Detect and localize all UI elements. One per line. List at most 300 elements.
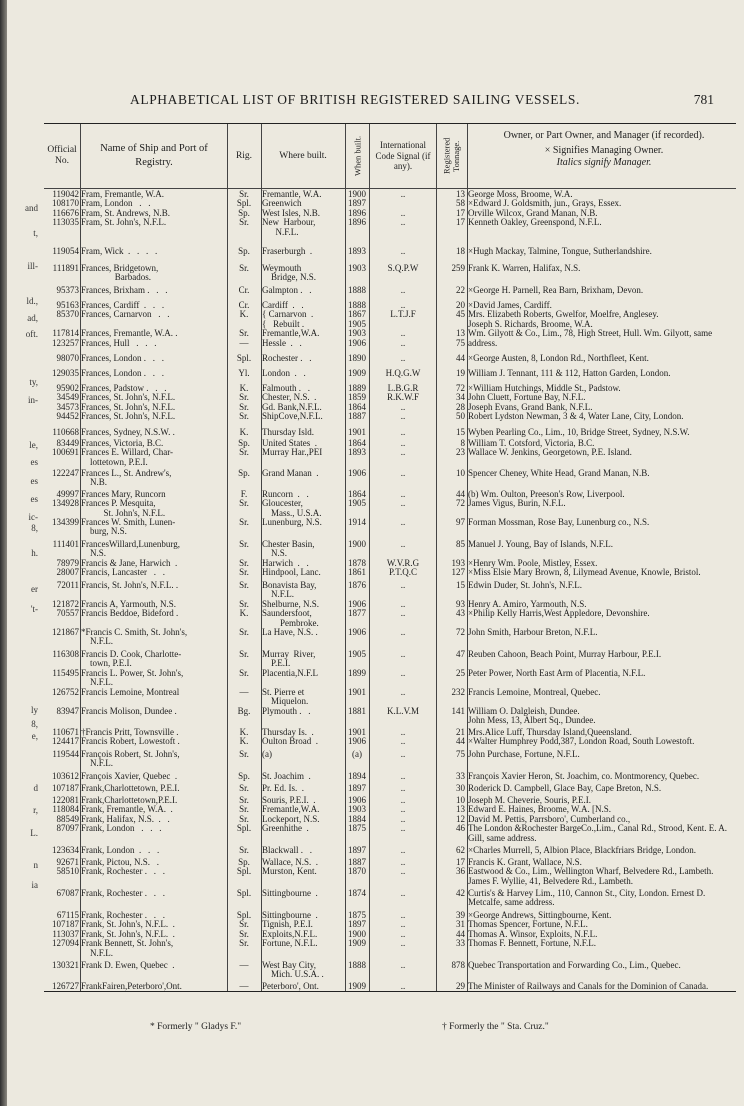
owner-cell: Reuben Cahoon, Beach Point, Murray Harbour, P.E.I. <box>468 650 662 659</box>
year-built-cell: 1864 1905 <box>348 490 366 509</box>
tonnage-cell: 232 <box>451 688 465 697</box>
ship-name-cell: Frances L., St. Andrew's, N.B. <box>81 469 172 488</box>
code-signal-cell: .. <box>400 784 406 793</box>
margin-fragment: d <box>33 783 38 793</box>
margin-fragment: r, <box>33 805 38 815</box>
table-row <box>44 772 736 781</box>
owner-cell: Manuel J. Young, Bay of Islands, N.F.L. <box>468 540 614 549</box>
code-signal-cell: .. .. <box>400 490 406 509</box>
table-row <box>44 469 736 488</box>
official-number-cell: 129035 <box>52 369 79 378</box>
tonnage-cell: 72 <box>456 628 465 637</box>
rig-cell: Sp. <box>238 772 250 781</box>
header-code-signal: International Code Signal (if any). <box>375 140 431 172</box>
code-signal-cell: .. .. <box>400 858 406 877</box>
ship-name-cell: Frank D. Ewen, Quebec . <box>81 961 175 970</box>
where-built-cell: Fraserburgh . <box>262 247 313 256</box>
ship-name-cell: Frances, Padstow . . . Frances, St. John's, N.F.L. Frances, St. John's, N.F.L. Frances, St. John's, N.F.L. <box>81 384 176 422</box>
rig-cell: Sp. <box>238 247 250 256</box>
rig-cell: — <box>239 688 249 697</box>
margin-fragment: 8, <box>31 523 38 533</box>
rig-cell: Sr. Spl. Sp. Sr. <box>236 190 252 228</box>
where-built-cell: St. Pierre et Miquelon. <box>262 688 309 707</box>
owner-cell: Quebec Transportation and Forwarding Co., Lim., Quebec. <box>468 961 681 970</box>
ship-name-cell: Francis Lemoine, Montreal <box>81 688 180 697</box>
ship-name-cell: Fram, Wick . . . . <box>81 247 158 256</box>
year-built-cell: 1893 <box>348 247 366 256</box>
owner-cell: Francis K. Grant, Wallace, N.S. Eastwood & Co., Lim., Wellington Wharf, Belvedere Rd., Lambeth. James F. Wyllie, 41, Belvedere Rd., Lambeth. <box>468 858 714 886</box>
code-signal-cell: .. <box>400 982 406 991</box>
where-built-cell: Sittingbourne . <box>262 889 318 898</box>
tonnage-cell: 44 <box>456 354 465 363</box>
tonnage-cell: 62 <box>456 846 465 855</box>
year-built-cell: 1906 1903 1884 1875 <box>348 796 366 834</box>
table-row <box>44 728 736 747</box>
rig-cell: Sr. <box>239 518 249 527</box>
code-signal-cell: .. <box>400 518 406 527</box>
where-built-cell: Peterboro', Ont. <box>262 982 319 991</box>
table-row <box>44 650 736 669</box>
ship-name-cell: Frances, Sydney, N.S.W. . <box>81 428 175 437</box>
rig-cell: — <box>239 961 249 970</box>
rig-cell: — <box>239 982 249 991</box>
rig-cell: Yl. <box>238 369 250 378</box>
margin-fragment: L. <box>30 828 38 838</box>
where-built-cell: Grand Manan . <box>262 469 319 478</box>
rig-cell: Sr. <box>239 784 249 793</box>
code-signal-cell: H.Q.G.W <box>385 369 421 378</box>
rig-cell: Sp. Sr. <box>238 439 250 458</box>
ship-name-cell: Francis Molison, Dundee . <box>81 707 177 716</box>
owner-cell: William J. Tennant, 111 & 112, Hatton Garden, London. <box>468 369 671 378</box>
table-body <box>44 190 736 991</box>
year-built-cell: 1900 1897 1896 1896 <box>348 190 366 228</box>
tonnage-cell: 259 <box>451 264 465 273</box>
margin-fragment: e, <box>31 731 38 741</box>
owner-cell: John Purchase, Fortune, N.F.L. <box>468 750 580 759</box>
owner-cell: Joseph M. Cheverie, Souris, P.E.I. Edward E. Haines, Broome, W.A. [N.S. David M. Pettis, Parrsboro', Cumberland co., The London &Rochester BargeCo.,Lim., Canal Rd., Strood, Kent. E. A. Gill, same address. <box>468 796 728 843</box>
owner-cell: ×David James, Cardiff. Mrs. Elizabeth Roberts, Gwelfor, Moelfre, Anglesey. Joseph S. Richards, Broome, W.A. Wm. Gilyott & Co., Lim., 78, High Street, Hull. Wm. Gilyott, same address. <box>468 301 713 348</box>
owner-cell: ×George H. Parnell, Rea Barn, Brixham, Devon. <box>468 286 644 295</box>
tonnage-cell: 85 <box>456 540 465 549</box>
margin-fragment: ia <box>31 880 38 890</box>
code-signal-cell: .. .. <box>400 728 406 747</box>
rig-cell: Sr. <box>239 846 249 855</box>
where-built-cell: Pr. Ed. Is. . <box>262 784 305 793</box>
official-number-cell: 119042 108170 116676 113035 <box>52 190 79 228</box>
table-row <box>44 354 736 363</box>
rig-cell: Sp. Spl. <box>236 858 252 877</box>
rig-cell: Sr. <box>239 264 249 273</box>
footnote-formerly-sta-cruz: † Formerly the " Sta. Cruz." <box>442 1022 549 1032</box>
code-signal-cell: .. <box>400 540 406 549</box>
ship-name-cell: FrancesWillard,Lunenburg, N.S. <box>81 540 180 559</box>
tonnage-cell: 29 <box>456 982 465 991</box>
owner-cell: ×George Austen, 8, London Rd., Northfleet, Kent. <box>468 354 649 363</box>
tonnage-cell: 39 31 44 33 <box>456 911 465 949</box>
code-signal-cell: .. .. <box>400 600 406 619</box>
year-built-cell: 1906 <box>348 469 366 478</box>
owner-cell: Henry A. Amiro, Yarmouth, N.S. ×Philip Kelly Harris,West Appledore, Devonshire. <box>468 600 650 619</box>
where-built-cell: Plymouth . . <box>262 707 311 716</box>
rig-cell: Cr. <box>238 286 250 295</box>
header-rig: Rig. <box>235 150 253 161</box>
official-number-cell: 67115 107187 113037 127094 <box>52 911 79 949</box>
year-built-cell: 1901 1906 <box>348 728 366 747</box>
year-built-cell: 1906 1877 <box>348 600 366 619</box>
tonnage-cell: 97 <box>456 518 465 527</box>
official-number-cell: 49997 134928 <box>52 490 79 509</box>
margin-fragment: es <box>30 494 38 504</box>
tonnage-cell: 141 <box>451 707 465 716</box>
year-built-cell: 1901 <box>348 688 366 697</box>
margin-fragment: 't- <box>30 604 38 614</box>
ship-name-cell: Frances, Brixham . . . <box>81 286 168 295</box>
table-row <box>44 796 736 843</box>
page-title: ALPHABETICAL LIST OF BRITISH REGISTERED SAILING VESSELS. <box>130 92 580 107</box>
ship-name-cell: Frank, Pictou, N.S. . Frank, Rochester . . . <box>81 858 165 877</box>
owner-cell: François Xavier Heron, St. Joachim, co. Montmorency, Quebec. <box>468 772 700 781</box>
code-signal-cell: .. .. <box>400 439 406 458</box>
table-row <box>44 286 736 295</box>
ship-name-cell: François Xavier, Quebec . <box>81 772 178 781</box>
where-built-cell: Lunenburg, N.S. <box>262 518 322 527</box>
official-number-cell: 119054 <box>52 247 79 256</box>
owner-cell: Mrs.Alice Luff, Thursday Island,Queensland. ×Walter Humphrey Podd,387, London Road, South Lowestoft. <box>468 728 695 747</box>
official-number-cell: 134399 <box>52 518 79 527</box>
rig-cell: Sr. <box>239 650 249 659</box>
tonnage-cell: 47 <box>456 650 465 659</box>
owner-cell: Curtis's & Harvey Lim., 110, Cannon St., City, London. Ernest D. Metcalfe, same address. <box>468 889 706 908</box>
tonnage-cell: 93 43 <box>456 600 465 619</box>
ship-name-cell: Frank, Rochester . . . Frank, St. John's, N.F.L. . Frank, St. John's, N.F.L. . Frank Bennett, St. John's, N.F.L. <box>81 911 175 958</box>
margin-fragment: ly <box>30 705 38 715</box>
tonnage-cell: 19 <box>456 369 465 378</box>
owner-cell: ×Hugh Mackay, Talmine, Tongue, Sutherlandshire. <box>468 247 652 256</box>
header-when-built: When built. <box>352 135 363 177</box>
ship-name-cell: Frances, London . . . <box>81 354 164 363</box>
tonnage-cell: 10 <box>456 469 465 478</box>
year-built-cell: 1875 1897 1900 1909 <box>348 911 366 949</box>
official-number-cell: 122081 118084 88549 87097 <box>52 796 79 834</box>
owner-cell: ×William Hutchings, Middle St., Padstow. John Cluett, Fortune Bay, N.F.L. Joseph Evans, Grand Bank, N.F.L. Robert Lydston Newman, 3 & 4, Water Lane, City, London. <box>468 384 684 422</box>
official-number-cell: 126752 <box>52 688 79 697</box>
code-signal-cell: .. <box>400 889 406 898</box>
margin-fragment: and <box>25 203 38 213</box>
rig-cell: Sr. <box>239 628 249 637</box>
margin-fragment: n <box>33 860 38 870</box>
tonnage-cell: 878 <box>451 961 465 970</box>
ship-name-cell: Frances, London . . . <box>81 369 164 378</box>
rig-cell: Sr. <box>239 540 249 549</box>
rig-cell: Sp. <box>238 469 250 478</box>
year-built-cell: 1897 <box>348 784 366 793</box>
ship-name-cell: FrankFairen,Peterboro',Ont. <box>81 982 182 991</box>
code-signal-cell: W.V.R.G P.T.Q.C <box>386 559 420 578</box>
owner-cell: George Moss, Broome, W.A. ×Edward J. Goldsmith, jun., Grays, Essex. Orville Wilcox, Grand Manan, N.B. Kenneth Oakley, Greenspond, N.F.L. <box>468 190 622 228</box>
rig-cell: K. K. <box>239 728 249 747</box>
ship-name-cell: †Francis Pritt, Townsville . Francis Robert, Lowestoft . <box>81 728 180 747</box>
year-built-cell: 1900 <box>348 540 366 549</box>
margin-fragment: oft. <box>25 329 38 339</box>
rig-cell: Sr. Sr. Sr. Spl. <box>236 796 252 834</box>
where-built-cell: St. Joachim . <box>262 772 311 781</box>
official-number-cell: 110668 <box>52 428 79 437</box>
owner-cell: ×Charles Murrell, 5, Albion Place, Blackfriars Bridge, London. <box>468 846 697 855</box>
rig-cell: Spl. <box>236 354 252 363</box>
table-row <box>44 889 736 908</box>
page-number: 781 <box>693 92 714 107</box>
owner-cell: (b) Wm. Oulton, Preeson's Row, Liverpool. James Vigus, Burin, N.F.L. <box>468 490 625 509</box>
where-built-cell: Runcorn . . Gloucester, Mass., U.S.A. <box>262 490 322 518</box>
official-number-cell: 121872 70557 <box>52 600 79 619</box>
code-signal-cell: .. <box>400 688 406 697</box>
owner-cell: Forman Mossman, Rose Bay, Lunenburg co., N.S. <box>468 518 650 527</box>
table-row <box>44 190 736 237</box>
table-row <box>44 707 736 726</box>
code-signal-cell: S.Q.P.W <box>387 264 419 273</box>
official-number-cell: 98070 <box>56 354 79 363</box>
tonnage-cell: 193 127 <box>451 559 465 578</box>
table-row <box>44 301 736 348</box>
ship-name-cell: Frances Mary, Runcorn Frances P. Mesquita, St. John's, N.F.L. <box>81 490 166 518</box>
table-row <box>44 439 736 467</box>
official-number-cell: 67087 <box>56 889 79 898</box>
ship-name-cell: Frances, Victoria, B.C. Frances E. Willard, Char- lottetown, P.E.I. <box>81 439 174 467</box>
table-row <box>44 669 736 688</box>
rig-cell: Spl. <box>236 889 252 898</box>
table-row <box>44 559 736 578</box>
code-signal-cell: .. .. .. .. <box>400 796 406 834</box>
header-owner-managing: × Signifies Managing Owner. <box>544 145 664 156</box>
owner-cell: Wyben Pearling Co., Lim., 10, Bridge Street, Sydney, N.S.W. <box>468 428 690 437</box>
header-owner-manager: Italics signify Manager. <box>556 157 652 168</box>
year-built-cell: 1899 <box>348 669 366 678</box>
where-built-cell: (a) <box>262 750 272 759</box>
official-number-cell: 122247 <box>52 469 79 478</box>
where-built-cell: United States . Murray Har.,PEI <box>262 439 323 458</box>
tonnage-cell: 30 <box>456 784 465 793</box>
table-row <box>44 750 736 769</box>
rig-cell: Sr. Sr. <box>239 559 249 578</box>
tonnage-cell: 33 <box>456 772 465 781</box>
table-row <box>44 911 736 958</box>
ship-name-cell: Frank,Charlottetown, P.E.I. <box>81 784 180 793</box>
rig-cell: Sr. <box>239 669 249 678</box>
header-rule <box>44 188 736 189</box>
year-built-cell: 1914 <box>348 518 366 527</box>
ship-name-cell: Frank, Rochester . . . <box>81 889 165 898</box>
official-number-cell: 103612 <box>52 772 79 781</box>
year-built-cell: 1876 <box>348 581 366 590</box>
tonnage-cell: 75 <box>456 750 465 759</box>
code-signal-cell: .. .. .. .. <box>400 911 406 949</box>
owner-cell: ×Henry Wm. Poole, Mistley, Essex. ×Miss Elsie Mary Brown, 8, Lilymead Avenue, Knowle, Bristol. <box>468 559 701 578</box>
margin-fragment: t, <box>33 228 38 238</box>
year-built-cell: 1903 <box>348 264 366 273</box>
official-number-cell: 78979 28007 <box>56 559 79 578</box>
year-built-cell: 1901 <box>348 428 366 437</box>
where-built-cell: Shelburne, N.S. Saundersfoot, Pembroke. <box>262 600 319 628</box>
where-built-cell: Fremantle, W.A. Greenwich West Isles, N.B. New Harbour, N.F.L. <box>262 190 322 237</box>
year-built-cell: 1890 <box>348 354 366 363</box>
rig-cell: Sr. <box>239 750 249 759</box>
vessel-register-table <box>44 123 736 992</box>
table-row <box>44 428 736 437</box>
table-row <box>44 600 736 628</box>
page-header <box>110 92 714 108</box>
header-official-no: Official No. <box>47 145 77 166</box>
official-number-cell: 121867 <box>52 628 79 637</box>
owner-cell: Spencer Cheney, White Head, Grand Manan, N.B. <box>468 469 650 478</box>
code-signal-cell: .. <box>400 628 406 637</box>
table-row <box>44 247 736 256</box>
code-signal-cell: .. .. .. <box>400 190 406 228</box>
owner-cell: ×George Andrews, Sittingbourne, Kent. Thomas Spencer, Fortune, N.F.L. Thomas A. Winsor, Exploits, N.F.L. Thomas F. Bennett, Fortune, N.F.L. <box>468 911 612 949</box>
official-number-cell: 119544 <box>52 750 79 759</box>
ship-name-cell: François Robert, St. John's, N.F.L. <box>81 750 180 769</box>
code-signal-cell: .. <box>400 650 406 659</box>
official-number-cell: 95373 <box>56 286 79 295</box>
ship-name-cell: Francis D. Cook, Charlotte- town, P.E.I. <box>81 650 182 669</box>
owner-cell: Peter Power, North East Arm of Placentia, N.F.L. <box>468 669 646 678</box>
where-built-cell: Galmpton . . <box>262 286 312 295</box>
rig-cell: F. Sr. <box>239 490 249 509</box>
header-ship-name: Name of Ship and Port of Registry. <box>100 143 208 168</box>
tonnage-cell: 72 34 28 50 <box>456 384 465 422</box>
official-number-cell: 130321 <box>52 961 79 970</box>
code-signal-cell: .. L.T.J.F .. .. <box>390 301 416 348</box>
owner-cell: Roderick D. Campbell, Glace Bay, Cape Breton, N.S. <box>468 784 662 793</box>
table-row <box>44 384 736 422</box>
year-built-cell: 1909 <box>348 369 366 378</box>
tonnage-cell: 15 <box>456 428 465 437</box>
year-built-cell: 1887 1870 <box>348 858 366 877</box>
rig-cell: K. Sr. Sr. Sr. <box>239 384 249 422</box>
margin-fragment: 8, <box>31 719 38 729</box>
tonnage-cell: 25 <box>456 669 465 678</box>
owner-cell: John Smith, Harbour Breton, N.F.L. <box>468 628 598 637</box>
table-row <box>44 961 736 980</box>
ship-name-cell: *Francis C. Smith, St. John's, N.F.L. <box>81 628 188 647</box>
tonnage-cell: 17 36 <box>456 858 465 877</box>
official-number-cell: 95902 34549 34573 94452 <box>56 384 79 422</box>
margin-fragment: es <box>30 457 38 467</box>
code-signal-cell: .. <box>400 428 406 437</box>
where-built-cell: London . . <box>262 369 306 378</box>
tonnage-cell: 18 <box>456 247 465 256</box>
header-tonnage: Registered Tonnage. <box>441 137 461 175</box>
owner-cell: Francis Lemoine, Montreal, Quebec. <box>468 688 601 697</box>
code-signal-cell: .. <box>400 354 406 363</box>
year-built-cell: 1906 <box>348 628 366 637</box>
year-built-cell: 1889 1859 1864 1887 <box>348 384 366 422</box>
owner-cell: Edwin Duder, St. John's, N.F.L. <box>468 581 583 590</box>
tonnage-cell: 20 45 13 75 <box>456 301 465 348</box>
table-row <box>44 846 736 855</box>
where-built-cell: Blackwall . . <box>262 846 312 855</box>
tonnage-cell: 10 13 12 46 <box>456 796 465 834</box>
owner-cell: William O. Dalgleish, Dundee. John Mess, 13, Albert Sq., Dundee. <box>468 707 596 726</box>
where-built-cell: La Have, N.S. . <box>262 628 318 637</box>
margin-fragment: le, <box>29 440 38 450</box>
where-built-cell: Chester Basin, N.S. <box>262 540 315 559</box>
table-row <box>44 858 736 886</box>
ship-name-cell: Frank,Charlottetown,P.E.I. Frank, Fremantle, W.A. . Frank, Halifax, N.S. . . Frank, London . . . <box>81 796 178 834</box>
year-built-cell: 1894 <box>348 772 366 781</box>
table-row <box>44 369 736 378</box>
code-signal-cell: K.L.V.M <box>386 707 420 716</box>
ship-name-cell: Francis, St. John's, N.F.L. . <box>81 581 179 590</box>
margin-fragment: es <box>30 476 38 486</box>
margin-fragment: ic- <box>28 512 38 522</box>
header-where-built: Where built. <box>279 150 327 161</box>
year-built-cell: 1888 <box>348 961 366 970</box>
code-signal-cell: .. <box>400 469 406 478</box>
margin-fragment: in- <box>28 395 38 405</box>
official-number-cell: 83449 100691 <box>52 439 79 458</box>
year-built-cell: 1888 1867 1905 1903 1906 <box>348 301 366 348</box>
tonnage-cell: 21 44 <box>456 728 465 747</box>
ship-name-cell: Frances, Cardiff . . . Frances, Carnarvon . . Frances, Fremantle, W.A. . Frances, Hull . . . <box>81 301 178 348</box>
table-row <box>44 581 736 600</box>
official-number-cell: 111891 <box>52 264 79 273</box>
table-row <box>44 784 736 793</box>
year-built-cell: 1909 <box>348 982 366 991</box>
rig-cell: Sr. <box>239 581 249 590</box>
year-built-cell: 1878 1861 <box>348 559 366 578</box>
ship-name-cell: Frances, Bridgetown, Barbados. <box>81 264 159 283</box>
tonnage-cell: 42 <box>456 889 465 898</box>
official-number-cell: 115495 <box>52 669 79 678</box>
rig-cell: Spl. Sr. Sr. Sr. <box>236 911 252 949</box>
table-row <box>44 490 736 518</box>
header-owner <box>472 126 736 186</box>
table-row <box>44 688 736 707</box>
where-built-cell: Wallace, N.S. . Murston, Kent. <box>262 858 319 877</box>
code-signal-cell: .. <box>400 247 406 256</box>
code-signal-cell: .. <box>400 772 406 781</box>
ship-name-cell: Francis & Jane, Harwich . Francis, Lancaster . . <box>81 559 178 578</box>
margin-fragment: er <box>31 584 38 594</box>
code-signal-cell: .. <box>400 669 406 678</box>
rig-cell: K. <box>239 428 249 437</box>
where-built-cell: Cardiff . . { Carnarvon . { Rebuilt . Fremantle,W.A. Hessle . . <box>262 301 320 348</box>
ship-name-cell: Francis A, Yarmouth, N.S. Francis Beddoe, Bideford . <box>81 600 179 619</box>
official-number-cell: 72011 <box>56 581 79 590</box>
where-built-cell: Thursday Isld. <box>262 428 314 437</box>
tonnage-cell: 22 <box>456 286 465 295</box>
rig-cell: Cr. K. Sr. — <box>238 301 250 348</box>
margin-fragment: h. <box>31 548 38 558</box>
official-number-cell: 92671 58510 <box>56 858 79 877</box>
where-built-cell: Falmouth . . Chester, N.S. . Gd. Bank,N.F.L. ShipCove,N.F.L. <box>262 384 323 422</box>
year-built-cell: 1888 <box>348 286 366 295</box>
owner-cell: Frank K. Warren, Halifax, N.S. <box>468 264 581 273</box>
tonnage-cell: 8 23 <box>456 439 465 458</box>
code-signal-cell: .. <box>400 961 406 970</box>
where-built-cell: Bonavista Bay, N.F.L. <box>262 581 317 600</box>
margin-fragment: ill- <box>27 261 38 271</box>
official-number-cell: 83947 <box>56 707 79 716</box>
tonnage-cell: 13 58 17 17 <box>456 190 465 228</box>
ship-name-cell: Frances W. Smith, Lunen- burg, N.S. <box>81 518 176 537</box>
ship-name-cell: Francis L. Power, St. John's, N.F.L. <box>81 669 184 688</box>
code-signal-cell: .. <box>400 846 406 855</box>
official-number-cell: 123634 <box>52 846 79 855</box>
where-built-cell: Weymouth Bridge, N.S. <box>262 264 316 283</box>
where-built-cell: Harwich . . Hindpool, Lanc. <box>262 559 321 578</box>
